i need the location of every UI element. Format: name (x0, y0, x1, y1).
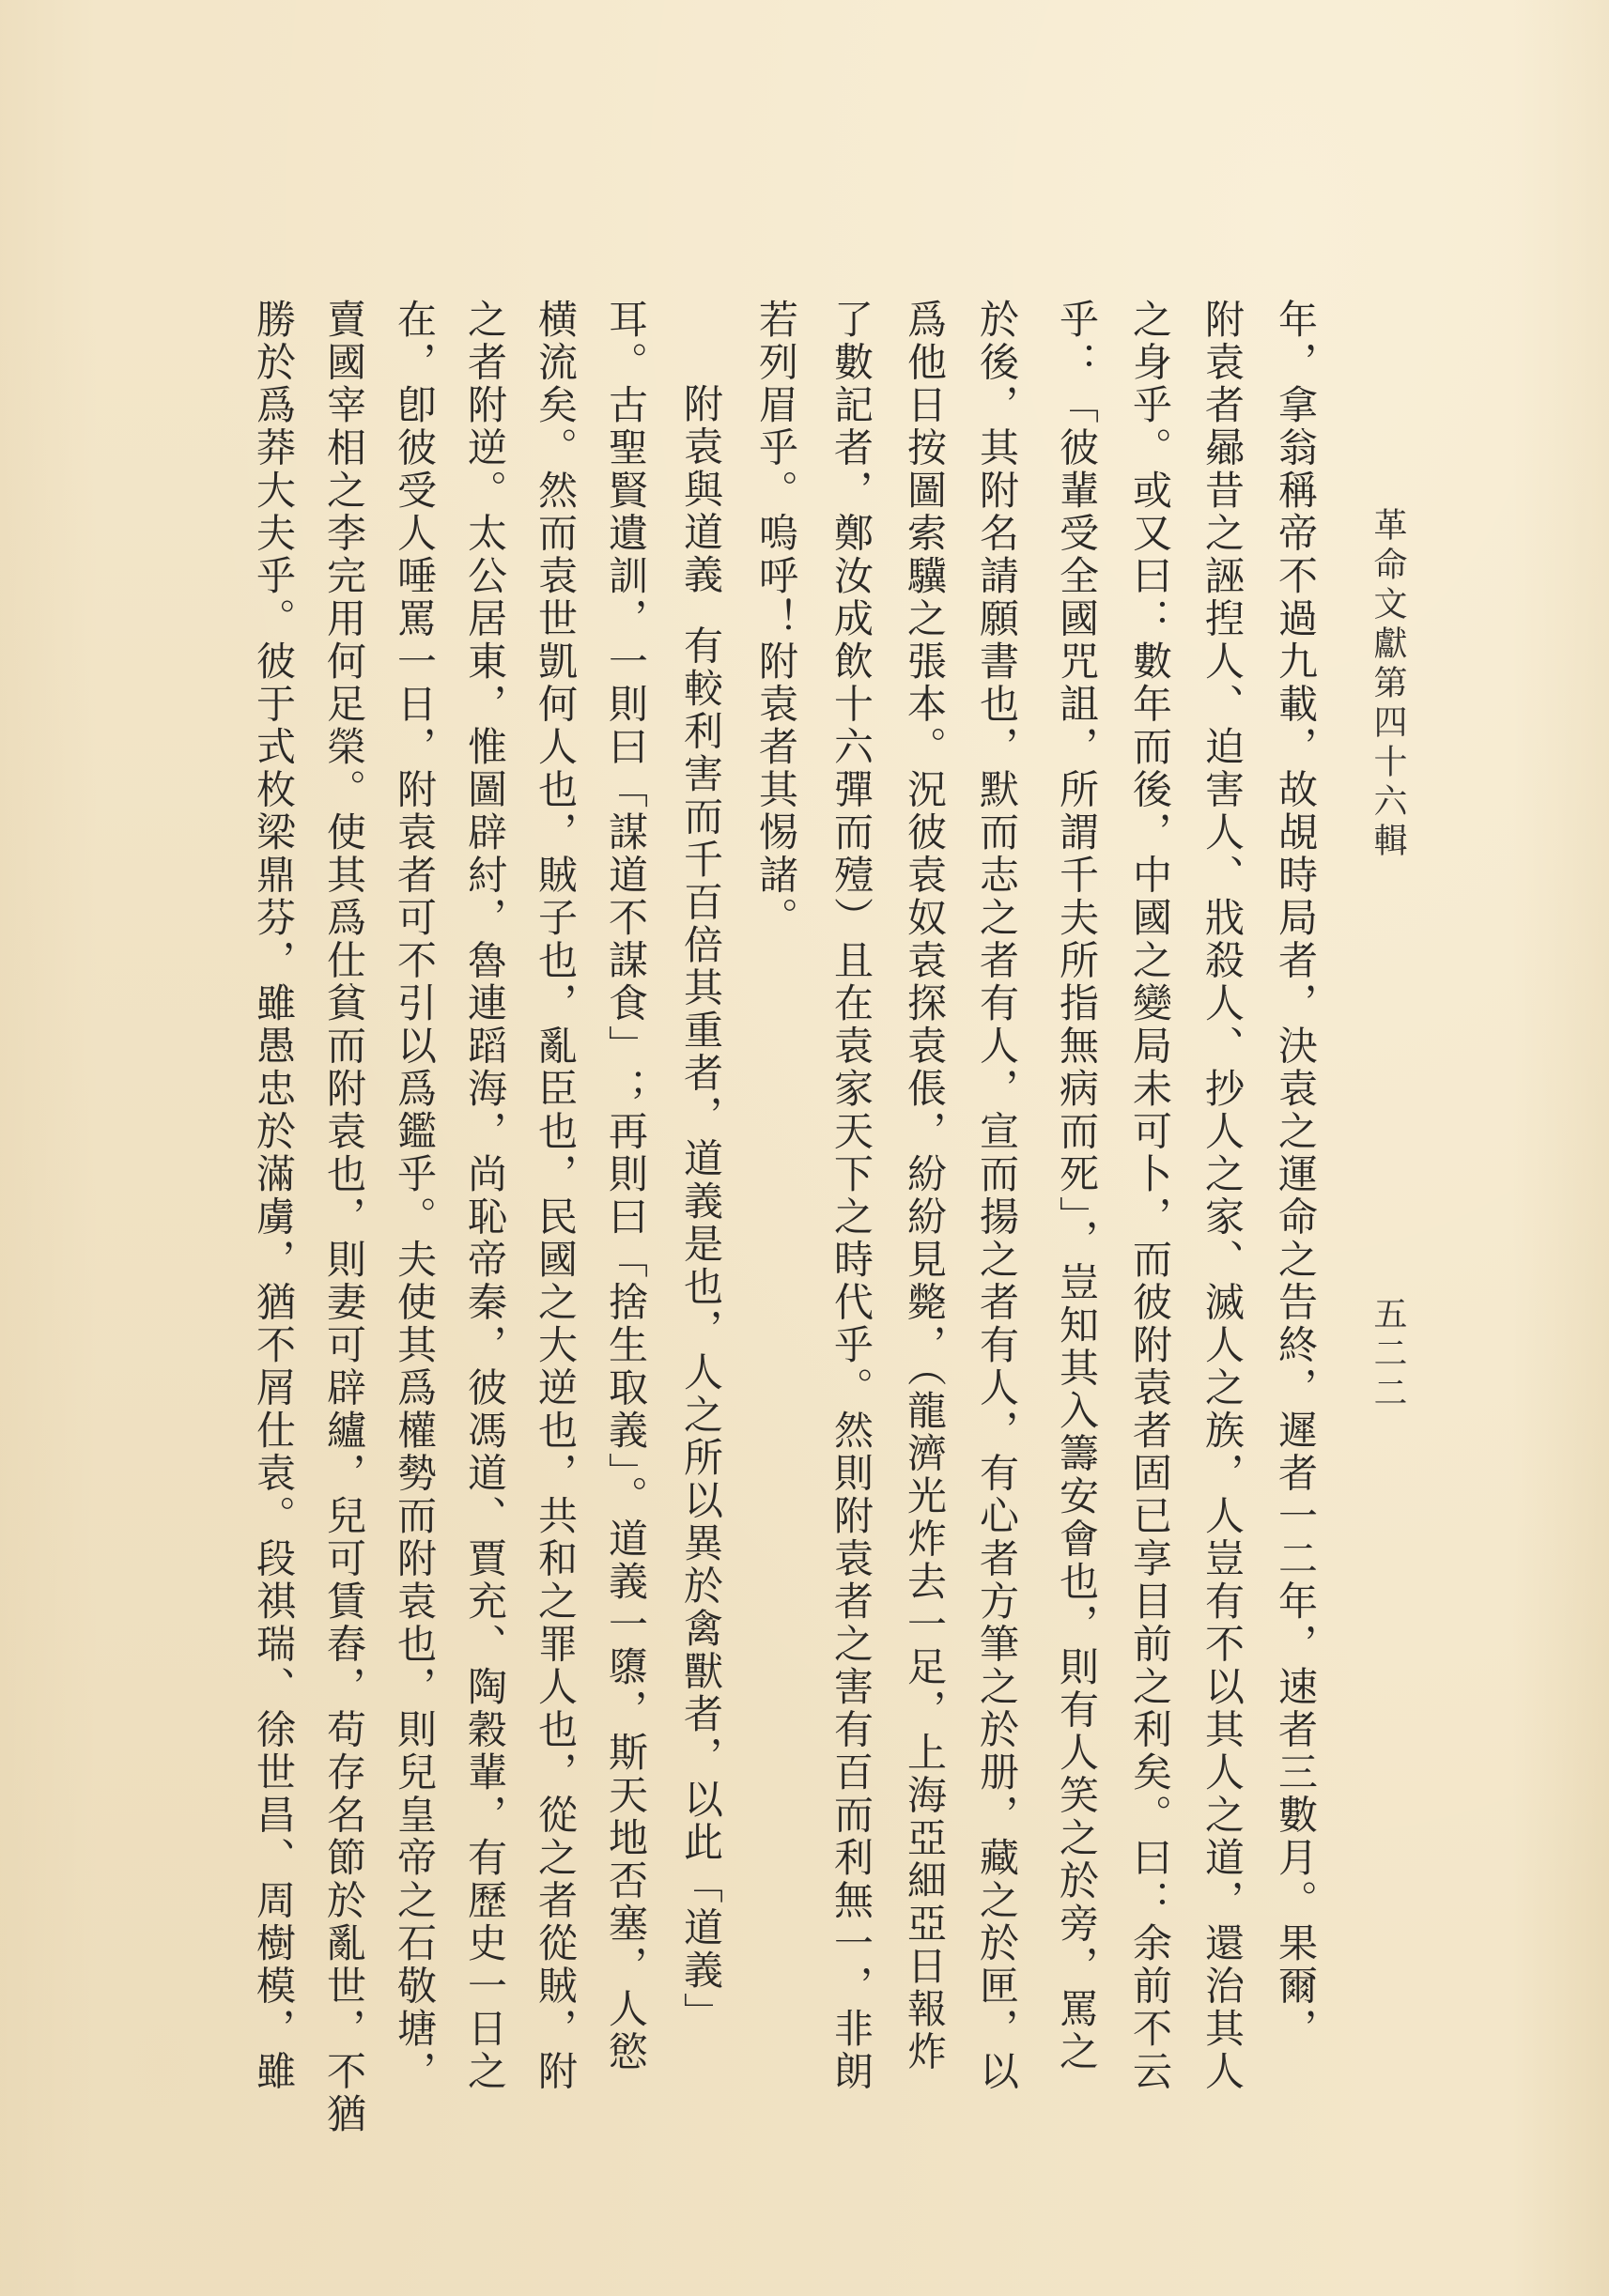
text-column-2: 附袁者曏昔之誣揑人、迫害人、戕殺人、抄人之家、滅人之族，人豈有不以其人之道，還治其人 (1199, 299, 1245, 2093)
text-column-1: 年，拿翁稱帝不過九載，故覘時局者，決袁之運命之告終，遲者一二年，速者三數月。果爾， (1273, 299, 1319, 2051)
text-column-9-section (678, 383, 724, 2035)
text-column-12: 之者附逆。太公居東，惟圖辟紂，魯連蹈海，尚恥帝秦，彼馮道、賈充、陶穀輩，有歷史一日之 (462, 299, 508, 2093)
text-column-14: 賣國宰相之李完用何足榮。使其爲仕貧而附袁也，則妻可辟纑，兒可賃舂，苟存名節於亂世，不猶 (321, 299, 367, 2136)
page-number: 五二二 (1369, 1296, 1407, 1414)
text-column-5: 於後，其附名請願書也，默而志之者有人，宣而揚之者有人，有心者方筆之於册，藏之於匣，以 (974, 299, 1020, 2093)
text-column-13: 在，卽彼受人唾罵一日，附袁者可不引以爲鑑乎。夫使其爲權勢而附袁也，則兒皇帝之石敬塘， (392, 299, 438, 2093)
text-column-10: 耳。古聖賢遺訓，一則曰「謀道不謀食」；再則曰「捨生取義」。道義一隳，斯天地否塞，人慾 (603, 299, 649, 2073)
text-column-6: 爲他日按圖索驥之張本。況彼袁奴袁探袁倀，紛紛見斃，（龍濟光炸去一足，上海亞細亞日報炸 (902, 299, 948, 2073)
text-column-15: 勝於爲莽大夫乎。彼于式枚梁鼎芬，雖愚忠於滿虜，猶不屑仕袁。段祺瑞、徐世昌、周樹模，雖 (251, 299, 297, 2093)
text-column-8: 若列眉乎。嗚呼！附袁者其惕諸。 (753, 299, 799, 940)
section-text: 有較利害而千百倍其重者，道義是也，人之所以異於禽獸者，以此「道義」 (678, 624, 724, 2035)
text-column-3: 之身乎。或又曰：數年而後，中國之變局未可卜，而彼附袁者固已享目前之利矣。曰：余前不云 (1127, 299, 1173, 2093)
running-header: 革命文獻第四十六輯 (1369, 507, 1407, 862)
section-heading: 附袁與道義 (678, 383, 724, 597)
text-column-11: 横流矣。然而袁世凱何人也，賊子也，亂臣也，民國之大逆也，共和之罪人也，從之者從賊，附 (533, 299, 579, 2093)
text-column-4: 乎：「彼輩受全國咒詛，所謂千夫所指無病而死」，豈知其入籌安會也，則有人笑之於旁，罵之 (1054, 299, 1100, 2073)
text-column-7: 了數記者，鄭汝成飲十六彈而殪）且在袁家天下之時代乎。然則附袁者之害有百而利無一，非朗 (828, 299, 874, 2093)
